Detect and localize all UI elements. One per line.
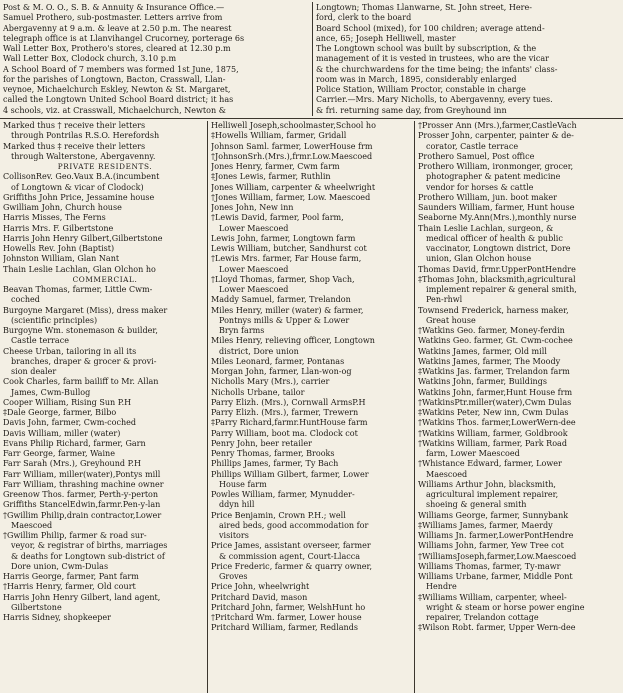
directory-entry: Maddy Samuel, farmer, Trelandon xyxy=(211,295,351,305)
directory-entry: Helliwell Joseph,schoolmaster,School ho xyxy=(211,121,376,130)
directory-entry: Pritchard John, farmer, WelshHunt ho xyxy=(211,602,366,612)
text-line: telegraph office is at Llanvihangel Crucorney, porterage 6s xyxy=(3,33,245,43)
directory-entry: Lewis William, butcher, Sandhurst cot xyxy=(211,244,367,253)
directory-entry: ‡Williams James, farmer, Maerdy xyxy=(418,520,553,530)
entry-continuation: Bryn farms xyxy=(219,326,265,335)
directory-entry: Watkins James, farmer, The Moody xyxy=(418,356,561,366)
directory-entry: Nicholls Mary (Mrs.), carrier xyxy=(211,377,330,387)
entry-continuation: coched xyxy=(11,295,40,305)
entry-continuation: photographer & patent medicine xyxy=(426,172,561,182)
entry-continuation: House farm xyxy=(219,479,267,489)
entry-continuation: & deaths for Longtown sub-district of xyxy=(11,551,165,561)
directory-entry: ‡Watkins Peter, New inn, Cwm Dulas xyxy=(418,408,569,417)
entry-continuation: visitors xyxy=(219,531,249,540)
entry-continuation: district, Dore union xyxy=(219,346,299,356)
entry-continuation: & commission agent, Court-Llacca xyxy=(219,551,361,561)
text-line: room was in March, 1895, considerably enlarged xyxy=(316,74,517,84)
directory-entry: ‡Watkins Jas. farmer, Trelandon farm xyxy=(418,367,570,376)
directory-entry: Johnston William, Glan Nant xyxy=(3,254,120,264)
directory-entry: Williams Urbane, farmer, Middle Pont xyxy=(418,572,573,581)
directory-entry: †Lewis Mrs. farmer, Far House farm, xyxy=(211,254,362,264)
directory-entry: Phillips James, farmer, Ty Bach xyxy=(211,459,339,469)
directory-entry: Jones Henry, farmer, Cwm farm xyxy=(211,162,340,171)
section-heading: COMMERCIAL. xyxy=(72,274,138,284)
directory-entry: ‡Howells William, farmer, Gridall xyxy=(211,131,347,141)
directory-entry: Phillips William Gilbert, farmer, Lower xyxy=(211,469,369,479)
text-line: Samuel Prothero, sub-postmaster. Letters arrive from xyxy=(3,13,223,23)
directory-entry: Prothero Samuel, Post office xyxy=(418,151,535,161)
directory-entry: Farr George, farmer, Waine xyxy=(3,449,115,458)
directory-entry: Greenow Thos. farmer, Perth-y-perton xyxy=(3,490,159,499)
directory-entry: Penry Thomas, farmer, Brooks xyxy=(211,449,335,458)
directory-entry: Harris Sidney, shopkeeper xyxy=(3,613,112,622)
directory-entry: Davis John, farmer, Cwm-coched xyxy=(3,418,137,428)
directory-entry: Parry William, boot ma. Clodock cot xyxy=(211,428,358,438)
directory-entry: Thomas David, frmr.UpperPontHendre xyxy=(418,264,576,274)
text-line: & fri. returning same day, from Greyhound inn xyxy=(316,105,507,115)
directory-entry: Harris Mrs. F. Gilbertstone xyxy=(3,223,114,233)
directory-entry: Cooper William, Rising Sun P.H xyxy=(3,397,132,407)
directory-entry: Griffiths John Price, Jessamine house xyxy=(3,192,155,202)
directory-entry: Parry Elizh. (Mrs.), Cornwall ArmsP.H xyxy=(211,397,366,407)
entry-continuation: of Longtown & vicar of Clodock) xyxy=(11,182,144,192)
directory-entry: CollisonRev. Geo.Vaux B.A.(incumbent xyxy=(3,172,160,182)
directory-column-1 xyxy=(3,121,207,623)
entry-continuation: Maescoed xyxy=(426,469,468,479)
text-line: 4 schools, viz. at Crasswall, Michaelchurch, Newton & xyxy=(3,105,226,115)
entry-continuation: Lower Maescoed xyxy=(219,223,289,233)
entry-continuation: Lower Maescoed xyxy=(219,285,289,294)
directory-entry: Beavan Thomas, farmer, Little Cwm- xyxy=(3,285,153,294)
directory-entry: Griffiths StancelEdwin,farmr.Pen-y-lan xyxy=(3,500,161,510)
directory-entry: Prothero William, jun. boot maker xyxy=(418,192,558,202)
directory-entry: †Whistance Edward, farmer, Lower xyxy=(418,459,562,469)
directory-entry: †WatkinsPtr.miller(water),Cwm Dulas xyxy=(418,397,572,407)
directory-entry: Penry John, beer retailer xyxy=(211,438,312,448)
directory-entry: Miles Henry, relieving officer, Longtown xyxy=(211,336,375,346)
text-line: Board School (mixed), for 100 children; average attend- xyxy=(316,23,545,33)
directory-entry: Burgoyne Margaret (Miss), dress maker xyxy=(3,305,168,315)
text-line: Carrier.—Mrs. Mary Nicholls, to Abergavenny, every tues. xyxy=(316,95,553,105)
entry-continuation: repairer, Trelandon cottage xyxy=(426,613,539,622)
directory-entry: †Lewis David, farmer, Pool farm, xyxy=(211,213,344,223)
directory-entry: Price Frederic, farmer & quarry owner, xyxy=(211,561,373,571)
directory-entry: Parry Elizh. (Mrs.), farmer, Trewern xyxy=(211,408,359,417)
directory-entry: Gwilliam John, Church house xyxy=(3,203,122,212)
directory-entry: Pritchard William, farmer, Redlands xyxy=(211,623,358,633)
directory-column-3 xyxy=(418,121,621,634)
entry-continuation: through Pontrilas R.S.O. Herefordsh xyxy=(11,131,160,141)
directory-entry: Watkins John, farmer, Buildings xyxy=(418,377,547,387)
directory-entry: Thain Leslie Lachlan, Glan Olchon ho xyxy=(3,264,156,274)
directory-entry: Williams George, farmer, Sunnybank xyxy=(418,510,569,520)
directory-entry: Thain Leslie Lachlan, surgeon, & xyxy=(418,223,554,233)
directory-entry: ‡Jones Lewis, farmer, Ruthlin xyxy=(211,172,331,182)
entry-continuation: (scientific principles) xyxy=(11,315,98,325)
directory-entry: Marked thus ‡ receive their letters xyxy=(3,141,146,151)
entry-continuation: vaccinator, Longtown district, Dore xyxy=(426,244,571,253)
text-line: Police Station, William Proctor, constable in charge xyxy=(316,85,526,94)
entry-continuation: Great house xyxy=(426,315,476,325)
directory-entry: †Lloyd Thomas, farmer, Shop Vach, xyxy=(211,274,355,284)
directory-entry: Harris John Henry Gilbert,Gilbertstone xyxy=(3,233,163,243)
text-line: Longtown; Thomas Llanwarne, St. John street, Here- xyxy=(316,3,532,12)
entry-continuation: Pontnys mills & Upper & Lower xyxy=(219,315,350,325)
column-divider-1 xyxy=(207,121,208,693)
entry-continuation: Groves xyxy=(219,572,248,581)
text-line: Wall Letter Box, Prothero's stores, cleared at 12.30 p.m xyxy=(3,44,231,53)
directory-entry: Williams Thomas, farmer, Ty-mawr xyxy=(418,561,561,571)
entry-continuation: Gilbertstone xyxy=(11,602,62,612)
directory-entry: Nicholls Urbane, tailor xyxy=(211,387,305,397)
directory-entry: †Gwillim Philip, farmer & road sur- xyxy=(3,531,147,540)
entry-continuation: sion dealer xyxy=(11,367,57,376)
directory-entry: Pritchard David, mason xyxy=(211,592,308,602)
entry-continuation: Pen-rhwl xyxy=(426,295,463,305)
directory-entry: Powles William, farmer, Mynudder- xyxy=(211,490,355,499)
directory-entry: ‡Wilson Robt. farmer, Upper Wern-dee xyxy=(418,623,576,633)
directory-entry: Harris George, farmer, Pant farm xyxy=(3,572,139,581)
top-right-column xyxy=(316,3,621,116)
directory-entry: †Gwillim Philip,drain contractor,Lower xyxy=(3,510,162,520)
directory-entry: Townsend Frederick, harness maker, xyxy=(418,305,569,315)
directory-entry: Williams Arthur John, blacksmith, xyxy=(418,479,556,489)
directory-entry: Price James, assistant overseer, farmer xyxy=(211,541,371,551)
text-line: for the parishes of Longtown, Bacton, Crasswall, Llan- xyxy=(3,74,226,84)
directory-entry: Watkins James, farmer, Old mill xyxy=(418,346,547,356)
section-heading: PRIVATE RESIDENTS. xyxy=(57,162,153,171)
directory-entry: ‡Williams William, carpenter, wheel- xyxy=(418,592,567,602)
directory-entry: Jones William, carpenter & wheelwright xyxy=(211,182,376,192)
directory-entry: Harris John Henry Gilbert, land agent, xyxy=(3,592,161,602)
directory-entry: Morgan John, farmer, Llan-won-og xyxy=(211,367,352,376)
column-divider-2 xyxy=(414,121,415,693)
entry-continuation: vendor for horses & cattle xyxy=(426,182,534,192)
directory-entry: †Watkins Thos. farmer,LowerWern-dee xyxy=(418,418,576,428)
text-line: veynoe, Michaelchurch Eskley, Newton & St. Margaret, xyxy=(3,85,231,94)
directory-entry: Saunders William, farmer, Hunt house xyxy=(418,203,575,212)
entry-continuation: through Walterstone, Abergavenny. xyxy=(11,151,156,161)
directory-entry: †Prosser Ann (Mrs.),farmer,CastleVach xyxy=(418,121,577,130)
directory-entry: Jones John, New inn xyxy=(211,203,294,212)
text-line: Post & M. O. O., S. B. & Annuity & Insurance Office.— xyxy=(3,3,225,12)
horizontal-rule xyxy=(0,118,623,119)
directory-entry: Cheese Urban, tailoring in all its xyxy=(3,346,137,356)
text-line: management of it is vested in trustees, who are the vicar xyxy=(316,54,549,64)
directory-entry: Davis William, miller (water) xyxy=(3,428,121,438)
directory-entry: ‡Dale George, farmer, Bilbo xyxy=(3,408,117,417)
directory-entry: Howells Rev. John (Baptist) xyxy=(3,244,115,253)
directory-entry: Burgoyne Wm. stonemason & builder, xyxy=(3,326,158,335)
entry-continuation: farm, Lower Maescoed xyxy=(426,449,520,458)
directory-entry: Price Benjamin, Crown P.H.; well xyxy=(211,510,346,520)
directory-entry: Price John, wheelwright xyxy=(211,582,310,592)
directory-entry: Marked thus † receive their letters xyxy=(3,121,146,130)
entry-continuation: Hendre xyxy=(426,582,457,592)
directory-entry: Farr William, thrashing machine owner xyxy=(3,479,164,489)
directory-entry: Johnson Saml. farmer, LowerHouse frm xyxy=(211,141,373,151)
directory-entry: †Watkins Geo. farmer, Money-ferdin xyxy=(418,326,565,335)
directory-entry: Miles Leonard, farmer, Pontanas xyxy=(211,356,345,366)
text-line: ford, clerk to the board xyxy=(316,13,412,23)
entry-continuation: Lower Maescoed xyxy=(219,264,289,274)
entry-continuation: branches, draper & grocer & provi- xyxy=(11,356,157,366)
entry-continuation: shoeing & general smith xyxy=(426,500,527,510)
directory-entry: Prothero William, ironmonger, grocer, xyxy=(418,162,574,171)
directory-entry: Evans Philip Richard, farmer, Garn xyxy=(3,438,146,448)
entry-continuation: ddyn hill xyxy=(219,500,255,510)
directory-column-2 xyxy=(211,121,414,634)
directory-entry: Watkins Geo. farmer, Gt. Cwm-cochee xyxy=(418,336,573,346)
entry-continuation: medical officer of health & public xyxy=(426,233,563,243)
directory-entry: Farr William, miller(water),Pontys mill xyxy=(3,469,161,479)
entry-continuation: Maescoed xyxy=(11,520,53,530)
text-line: Abergavenny at 9 a.m. & leave at 2.50 p.m. The nearest xyxy=(3,23,232,33)
text-line: A School Board of 7 members was formed 1st June, 1875, xyxy=(3,64,239,74)
directory-entry: Williams John, farmer, Yew Tree cot xyxy=(418,541,564,551)
entry-continuation: wright & steam or horse power engine xyxy=(426,602,585,612)
directory-entry: †Watkins William, farmer, Park Road xyxy=(418,438,567,448)
entry-continuation: Dore union, Cwm-Dulas xyxy=(11,561,109,571)
directory-entry: Harris Misses, The Ferns xyxy=(3,213,106,223)
directory-entry: Miles Henry, miller (water) & farmer, xyxy=(211,305,364,315)
entry-continuation: agricultural implement repairer, xyxy=(426,490,559,499)
top-left-column xyxy=(3,3,311,116)
text-line: ance, 65; Joseph Helliwell, master xyxy=(316,33,456,43)
directory-entry: ‡Parry Richard,farmr.HuntHouse farm xyxy=(211,418,368,428)
directory-entry: †Jones William, farmer, Low. Maescoed xyxy=(211,192,371,202)
column-divider-top xyxy=(312,2,313,116)
entry-continuation: union, Glan Olchon house xyxy=(426,254,532,264)
entry-continuation: corator, Castle terrace xyxy=(426,141,519,151)
directory-entry: Seaborne My.Ann(Mrs.),monthly nurse xyxy=(418,213,577,223)
entry-continuation: Castle terrace xyxy=(11,336,69,346)
text-line: The Longtown school was built by subscription, & the xyxy=(316,44,537,53)
directory-entry: Lewis John, farmer, Longtown farm xyxy=(211,233,356,243)
entry-continuation: James, Cwm-Bullog xyxy=(11,387,91,397)
entry-continuation: veyor, & registrar of births, marriages xyxy=(11,541,168,551)
entry-continuation: implement repairer & general smith, xyxy=(426,285,577,294)
directory-entry: †Pritchard Wm. farmer, Lower house xyxy=(211,613,362,622)
directory-entry: †JohnsonSrh.(Mrs.),frmr.Low.Maescoed xyxy=(211,151,373,161)
directory-entry: †Watkins William, farmer, Goldbrook xyxy=(418,428,568,438)
directory-entry: †Harris Henry, farmer, Old court xyxy=(3,582,136,592)
entry-continuation: aired beds, good accommodation for xyxy=(219,520,369,530)
text-line: Wall Letter Box, Clodock church, 3.10 p.m xyxy=(3,54,177,64)
directory-entry: Cook Charles, farm bailiff to Mr. Allan xyxy=(3,377,159,387)
directory-entry: Williams Jn. farmer,LowerPontHendre xyxy=(418,531,574,540)
directory-entry: †WilliamsJoseph,farmer,Low.Maescoed xyxy=(418,551,577,561)
directory-entry: ‡Thomas John, blacksmith,agricultural xyxy=(418,274,576,284)
directory-entry: Farr Sarah (Mrs.), Greyhound P.H xyxy=(3,459,141,469)
directory-entry: Prosser John, carpenter, painter & de- xyxy=(418,131,574,141)
text-line: called the Longtown United School Board district; it has xyxy=(3,95,234,105)
text-line: & the churchwardens for the time being; the infants' class- xyxy=(316,64,558,74)
directory-entry: Watkins John, farmer,Hunt House frm xyxy=(418,387,573,397)
